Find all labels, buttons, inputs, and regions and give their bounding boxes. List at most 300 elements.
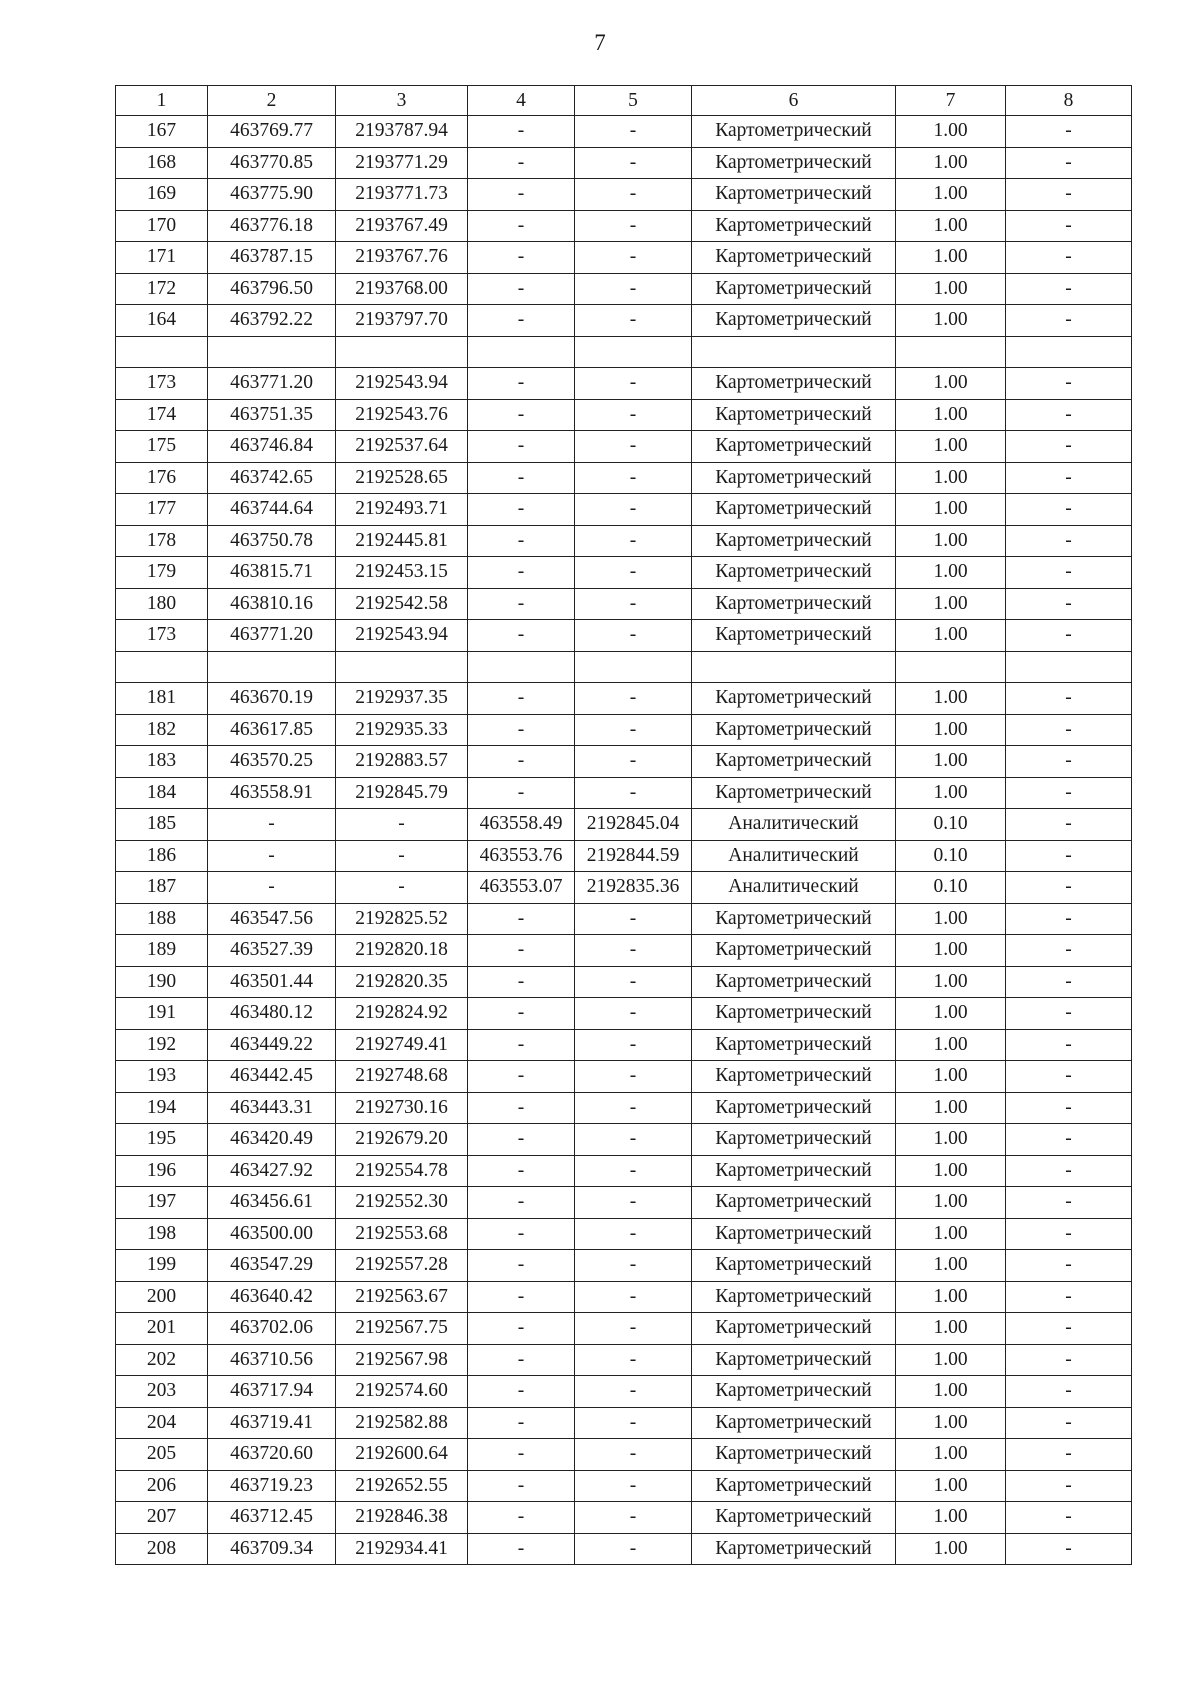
- table-cell: 2192937.35: [336, 683, 468, 715]
- table-cell: -: [468, 998, 575, 1030]
- table-cell: -: [1006, 1407, 1132, 1439]
- table-cell: Картометрический: [692, 494, 896, 526]
- table-cell: 2193787.94: [336, 116, 468, 148]
- table-cell: -: [1006, 683, 1132, 715]
- table-cell: 463420.49: [208, 1124, 336, 1156]
- table-row: [116, 305, 1132, 337]
- table-cell: 180: [116, 588, 208, 620]
- table-cell: -: [468, 1029, 575, 1061]
- table-cell: 2192935.33: [336, 714, 468, 746]
- table-cell: -: [575, 525, 692, 557]
- table-cell: Аналитический: [692, 809, 896, 841]
- table-cell: 463744.64: [208, 494, 336, 526]
- table-cell: 463751.35: [208, 399, 336, 431]
- table-cell: 1.00: [896, 1407, 1006, 1439]
- table-cell: [336, 336, 468, 368]
- table-cell: 206: [116, 1470, 208, 1502]
- table-cell: 164: [116, 305, 208, 337]
- table-cell: -: [468, 1250, 575, 1282]
- table-cell: 185: [116, 809, 208, 841]
- table-cell: -: [1006, 1439, 1132, 1471]
- table-row: [116, 210, 1132, 242]
- table-cell: 1.00: [896, 966, 1006, 998]
- table-cell: Картометрический: [692, 462, 896, 494]
- table-cell: -: [575, 714, 692, 746]
- table-row: [116, 588, 1132, 620]
- table-cell: 1.00: [896, 998, 1006, 1030]
- table-cell: 2192824.92: [336, 998, 468, 1030]
- table-cell: 190: [116, 966, 208, 998]
- table-cell: -: [208, 872, 336, 904]
- table-row: [116, 242, 1132, 274]
- table-cell: 2192845.04: [575, 809, 692, 841]
- table-cell: 463810.16: [208, 588, 336, 620]
- table-cell: -: [575, 494, 692, 526]
- table-cell: 1.00: [896, 1470, 1006, 1502]
- table-cell: Картометрический: [692, 1155, 896, 1187]
- table-row: [116, 525, 1132, 557]
- table-cell: 174: [116, 399, 208, 431]
- table-cell: -: [468, 462, 575, 494]
- table-row: [116, 872, 1132, 904]
- table-cell: Аналитический: [692, 872, 896, 904]
- table-cell: 186: [116, 840, 208, 872]
- table-cell: -: [1006, 872, 1132, 904]
- table-cell: 182: [116, 714, 208, 746]
- table-cell: 167: [116, 116, 208, 148]
- table-cell: 193: [116, 1061, 208, 1093]
- table-cell: 2192730.16: [336, 1092, 468, 1124]
- table-cell: Картометрический: [692, 1029, 896, 1061]
- table-cell: Картометрический: [692, 1502, 896, 1534]
- table-row: [116, 399, 1132, 431]
- table-cell: 1.00: [896, 557, 1006, 589]
- table-cell: -: [575, 1533, 692, 1565]
- table-cell: -: [468, 1344, 575, 1376]
- table-cell: 1.00: [896, 1344, 1006, 1376]
- table-cell: -: [468, 1533, 575, 1565]
- table-cell: 463427.92: [208, 1155, 336, 1187]
- table-cell: 463815.71: [208, 557, 336, 589]
- table-cell: 463617.85: [208, 714, 336, 746]
- table-row: [116, 1155, 1132, 1187]
- table-cell: 463750.78: [208, 525, 336, 557]
- table-cell: -: [1006, 1124, 1132, 1156]
- table-cell: 2192835.36: [575, 872, 692, 904]
- table-cell: -: [468, 1407, 575, 1439]
- table-row: [116, 746, 1132, 778]
- table-cell: -: [468, 210, 575, 242]
- table-cell: 183: [116, 746, 208, 778]
- table-cell: [1006, 651, 1132, 683]
- table-cell: 2192567.98: [336, 1344, 468, 1376]
- table-cell: 1.00: [896, 903, 1006, 935]
- table-cell: -: [468, 935, 575, 967]
- table-row: [116, 147, 1132, 179]
- table-cell: -: [1006, 998, 1132, 1030]
- table-cell: -: [575, 1029, 692, 1061]
- table-cell: 463787.15: [208, 242, 336, 274]
- table-row: [116, 1218, 1132, 1250]
- table-cell: -: [575, 1439, 692, 1471]
- table-cell: 1.00: [896, 1029, 1006, 1061]
- table-cell: -: [1006, 305, 1132, 337]
- table-cell: -: [575, 1407, 692, 1439]
- table-cell: [208, 651, 336, 683]
- table-cell: Картометрический: [692, 746, 896, 778]
- table-cell: 181: [116, 683, 208, 715]
- table-cell: 198: [116, 1218, 208, 1250]
- table-cell: Картометрический: [692, 1281, 896, 1313]
- table-cell: 2192552.30: [336, 1187, 468, 1219]
- table-cell: -: [468, 1218, 575, 1250]
- table-cell: 463480.12: [208, 998, 336, 1030]
- table-cell: 2192543.94: [336, 620, 468, 652]
- column-header: 7: [896, 86, 1006, 116]
- table-cell: 463742.65: [208, 462, 336, 494]
- table-cell: 187: [116, 872, 208, 904]
- table-cell: 2192582.88: [336, 1407, 468, 1439]
- table-cell: -: [1006, 494, 1132, 526]
- table-cell: 2192883.57: [336, 746, 468, 778]
- table-cell: 2192748.68: [336, 1061, 468, 1093]
- table-row: [116, 494, 1132, 526]
- table-cell: -: [575, 1281, 692, 1313]
- table-cell: -: [1006, 557, 1132, 589]
- table-cell: 463746.84: [208, 431, 336, 463]
- table-cell: 200: [116, 1281, 208, 1313]
- table-cell: 1.00: [896, 1281, 1006, 1313]
- table-cell: -: [468, 147, 575, 179]
- table-cell: -: [1006, 273, 1132, 305]
- table-row: [116, 1502, 1132, 1534]
- table-cell: -: [1006, 1250, 1132, 1282]
- table-cell: 1.00: [896, 683, 1006, 715]
- table-row: [116, 1533, 1132, 1565]
- table-body: [116, 116, 1132, 1565]
- table-cell: 463775.90: [208, 179, 336, 211]
- table-cell: 2192542.58: [336, 588, 468, 620]
- table-cell: 463558.49: [468, 809, 575, 841]
- table-cell: 2192749.41: [336, 1029, 468, 1061]
- table-cell: [116, 651, 208, 683]
- table-cell: -: [1006, 1029, 1132, 1061]
- table-row: [116, 998, 1132, 1030]
- table-cell: -: [1006, 935, 1132, 967]
- table-cell: 2192820.18: [336, 935, 468, 967]
- table-cell: 2193771.73: [336, 179, 468, 211]
- table-cell: -: [468, 1155, 575, 1187]
- table-cell: 203: [116, 1376, 208, 1408]
- table-cell: 2192844.59: [575, 840, 692, 872]
- table-cell: 171: [116, 242, 208, 274]
- table-cell: 463558.91: [208, 777, 336, 809]
- table-cell: -: [468, 777, 575, 809]
- table-cell: 2192537.64: [336, 431, 468, 463]
- table-cell: -: [468, 1281, 575, 1313]
- table-cell: -: [575, 1187, 692, 1219]
- table-cell: -: [336, 840, 468, 872]
- table-cell: 189: [116, 935, 208, 967]
- table-row: [116, 1470, 1132, 1502]
- table-cell: -: [468, 557, 575, 589]
- table-cell: Аналитический: [692, 840, 896, 872]
- table-cell: 1.00: [896, 525, 1006, 557]
- table-cell: 463527.39: [208, 935, 336, 967]
- table-cell: 1.00: [896, 935, 1006, 967]
- table-cell: 2192846.38: [336, 1502, 468, 1534]
- table-cell: 2192445.81: [336, 525, 468, 557]
- table-cell: -: [575, 462, 692, 494]
- table-cell: -: [468, 714, 575, 746]
- table-row: [116, 1407, 1132, 1439]
- table-cell: 1.00: [896, 1313, 1006, 1345]
- table-row: [116, 1439, 1132, 1471]
- table-row: [116, 683, 1132, 715]
- table-cell: -: [1006, 242, 1132, 274]
- table-cell: -: [575, 746, 692, 778]
- column-header: 8: [1006, 86, 1132, 116]
- table-cell: -: [575, 1092, 692, 1124]
- table-cell: 463547.29: [208, 1250, 336, 1282]
- table-cell: Картометрический: [692, 210, 896, 242]
- table-cell: [575, 651, 692, 683]
- table-cell: [208, 336, 336, 368]
- table-cell: -: [468, 903, 575, 935]
- table-cell: 1.00: [896, 1155, 1006, 1187]
- table-cell: -: [468, 1187, 575, 1219]
- table-cell: -: [1006, 1061, 1132, 1093]
- table-cell: 2192528.65: [336, 462, 468, 494]
- table-cell: -: [1006, 1092, 1132, 1124]
- table-cell: -: [575, 903, 692, 935]
- table-cell: 170: [116, 210, 208, 242]
- table-cell: -: [575, 935, 692, 967]
- table-cell: 463553.76: [468, 840, 575, 872]
- table-cell: Картометрический: [692, 273, 896, 305]
- table-cell: 172: [116, 273, 208, 305]
- table-cell: 2192554.78: [336, 1155, 468, 1187]
- table-row: [116, 1313, 1132, 1345]
- table-cell: -: [468, 273, 575, 305]
- table-cell: 175: [116, 431, 208, 463]
- table-cell: 463443.31: [208, 1092, 336, 1124]
- table-cell: 463717.94: [208, 1376, 336, 1408]
- table-cell: -: [468, 1124, 575, 1156]
- table-cell: -: [575, 431, 692, 463]
- table-row: [116, 1250, 1132, 1282]
- table-cell: -: [575, 368, 692, 400]
- table-cell: -: [575, 557, 692, 589]
- table-cell: -: [575, 242, 692, 274]
- table-cell: 463456.61: [208, 1187, 336, 1219]
- table-cell: 463547.56: [208, 903, 336, 935]
- table-cell: -: [468, 116, 575, 148]
- table-cell: 1.00: [896, 179, 1006, 211]
- table-cell: Картометрический: [692, 777, 896, 809]
- table-cell: Картометрический: [692, 1470, 896, 1502]
- table-cell: [896, 336, 1006, 368]
- table-cell: -: [468, 1061, 575, 1093]
- table-cell: 2193767.49: [336, 210, 468, 242]
- table-cell: [692, 336, 896, 368]
- table-row: [116, 1092, 1132, 1124]
- table-cell: -: [1006, 399, 1132, 431]
- table-cell: 463776.18: [208, 210, 336, 242]
- table-row: [116, 273, 1132, 305]
- table-cell: 168: [116, 147, 208, 179]
- table-cell: 463553.07: [468, 872, 575, 904]
- table-cell: -: [575, 1155, 692, 1187]
- table-cell: [336, 651, 468, 683]
- table-cell: Картометрический: [692, 1250, 896, 1282]
- table-cell: 1.00: [896, 1533, 1006, 1565]
- table-cell: -: [1006, 809, 1132, 841]
- table-cell: Картометрический: [692, 1061, 896, 1093]
- table-cell: 2192600.64: [336, 1439, 468, 1471]
- table-cell: -: [575, 683, 692, 715]
- table-cell: Картометрический: [692, 1124, 896, 1156]
- table-cell: 179: [116, 557, 208, 589]
- table-cell: 463709.34: [208, 1533, 336, 1565]
- table-row: [116, 714, 1132, 746]
- table-row: [116, 431, 1132, 463]
- table-cell: -: [575, 1061, 692, 1093]
- table-cell: -: [208, 809, 336, 841]
- table-cell: 2192845.79: [336, 777, 468, 809]
- table-cell: Картометрический: [692, 116, 896, 148]
- table-cell: -: [468, 525, 575, 557]
- table-cell: 2193767.76: [336, 242, 468, 274]
- table-row: [116, 1376, 1132, 1408]
- table-cell: 1.00: [896, 431, 1006, 463]
- table-cell: -: [575, 1218, 692, 1250]
- column-header: 2: [208, 86, 336, 116]
- table-cell: 173: [116, 620, 208, 652]
- table-cell: 463702.06: [208, 1313, 336, 1345]
- table-cell: -: [468, 1376, 575, 1408]
- table-cell: 2193771.29: [336, 147, 468, 179]
- table-cell: 463769.77: [208, 116, 336, 148]
- table-cell: 199: [116, 1250, 208, 1282]
- table-cell: 1.00: [896, 242, 1006, 274]
- table-cell: -: [468, 494, 575, 526]
- table-cell: -: [1006, 840, 1132, 872]
- table-separator-row: [116, 651, 1132, 683]
- table-cell: 463770.85: [208, 147, 336, 179]
- table-cell: 204: [116, 1407, 208, 1439]
- table-cell: Картометрический: [692, 1344, 896, 1376]
- table-cell: 0.10: [896, 840, 1006, 872]
- table-cell: Картометрический: [692, 147, 896, 179]
- table-cell: -: [1006, 903, 1132, 935]
- table-cell: [692, 651, 896, 683]
- table-cell: 463719.23: [208, 1470, 336, 1502]
- table-cell: 192: [116, 1029, 208, 1061]
- table-cell: 1.00: [896, 714, 1006, 746]
- table-cell: -: [1006, 431, 1132, 463]
- table-cell: 1.00: [896, 777, 1006, 809]
- table-cell: 196: [116, 1155, 208, 1187]
- table-cell: 1.00: [896, 305, 1006, 337]
- table-cell: -: [1006, 1187, 1132, 1219]
- column-header: 5: [575, 86, 692, 116]
- table-cell: 205: [116, 1439, 208, 1471]
- table-cell: 1.00: [896, 494, 1006, 526]
- table-cell: 2192493.71: [336, 494, 468, 526]
- table-cell: -: [575, 777, 692, 809]
- coordinates-table: [115, 85, 1132, 1565]
- table-cell: 2192567.75: [336, 1313, 468, 1345]
- table-cell: -: [575, 1313, 692, 1345]
- table-cell: Картометрический: [692, 399, 896, 431]
- table-cell: 184: [116, 777, 208, 809]
- table-cell: 463796.50: [208, 273, 336, 305]
- table-cell: -: [575, 966, 692, 998]
- table-cell: 2192543.94: [336, 368, 468, 400]
- table-separator-row: [116, 336, 1132, 368]
- table-cell: -: [1006, 966, 1132, 998]
- table-cell: -: [575, 399, 692, 431]
- table-cell: Картометрический: [692, 1313, 896, 1345]
- table-cell: -: [468, 1470, 575, 1502]
- table-cell: -: [468, 746, 575, 778]
- table-cell: [575, 336, 692, 368]
- table-row: [116, 116, 1132, 148]
- table-cell: -: [1006, 1281, 1132, 1313]
- table-cell: 1.00: [896, 1502, 1006, 1534]
- table-cell: 463720.60: [208, 1439, 336, 1471]
- table-row: [116, 1061, 1132, 1093]
- table-cell: 2192679.20: [336, 1124, 468, 1156]
- page-number: 7: [594, 30, 606, 55]
- table-cell: -: [1006, 620, 1132, 652]
- table-cell: 2192563.67: [336, 1281, 468, 1313]
- table-cell: Картометрический: [692, 683, 896, 715]
- table-cell: Картометрический: [692, 431, 896, 463]
- table-cell: 1.00: [896, 1124, 1006, 1156]
- table-cell: -: [575, 147, 692, 179]
- table-row: [116, 1187, 1132, 1219]
- table-cell: 2192553.68: [336, 1218, 468, 1250]
- table-cell: Картометрический: [692, 1439, 896, 1471]
- table-cell: 1.00: [896, 1439, 1006, 1471]
- table-cell: 202: [116, 1344, 208, 1376]
- table-cell: 169: [116, 179, 208, 211]
- table-row: [116, 1344, 1132, 1376]
- table-cell: Картометрический: [692, 620, 896, 652]
- table-cell: [116, 336, 208, 368]
- column-header: 6: [692, 86, 896, 116]
- table-cell: -: [1006, 1470, 1132, 1502]
- table-row: [116, 557, 1132, 589]
- table-cell: 208: [116, 1533, 208, 1565]
- table-cell: 463719.41: [208, 1407, 336, 1439]
- column-header: 1: [116, 86, 208, 116]
- table-cell: Картометрический: [692, 903, 896, 935]
- table-cell: Картометрический: [692, 966, 896, 998]
- table-cell: 176: [116, 462, 208, 494]
- table-cell: Картометрический: [692, 998, 896, 1030]
- table-cell: 463442.45: [208, 1061, 336, 1093]
- table-cell: 2192574.60: [336, 1376, 468, 1408]
- table-cell: 178: [116, 525, 208, 557]
- table-cell: 2193768.00: [336, 273, 468, 305]
- table-cell: -: [575, 179, 692, 211]
- table-cell: 177: [116, 494, 208, 526]
- table-cell: -: [575, 1470, 692, 1502]
- table-cell: -: [468, 179, 575, 211]
